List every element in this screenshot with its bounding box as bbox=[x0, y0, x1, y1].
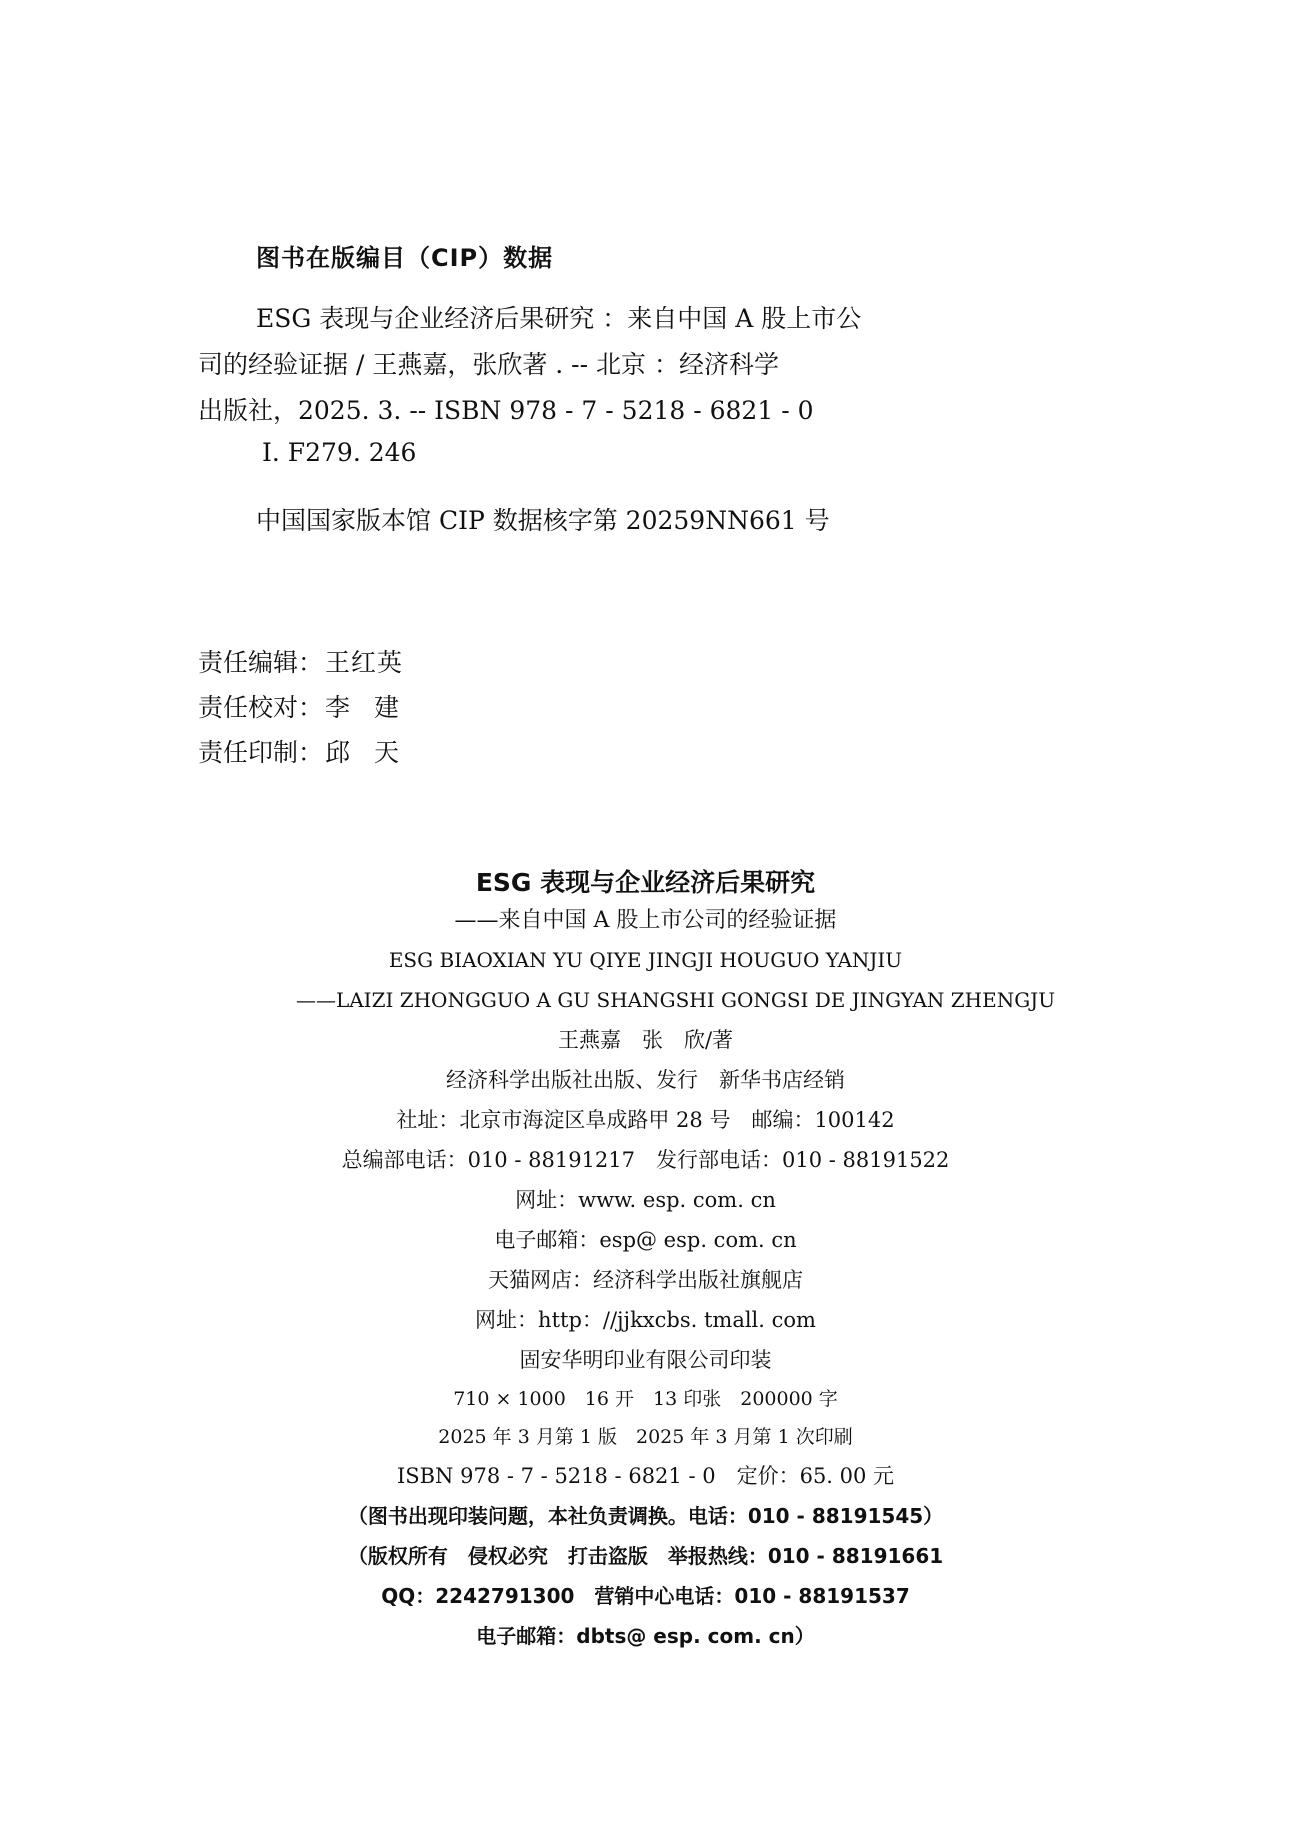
cip-record bbox=[198, 296, 958, 434]
printer: 固安华明印业有限公司印装 bbox=[519, 1348, 772, 1372]
book-subtitle: ——来自中国 A 股上市公司的经验证据 bbox=[454, 908, 837, 933]
colophon bbox=[0, 864, 1291, 1656]
staff-row bbox=[198, 685, 423, 730]
cip-record-line: 司的经验证据 / 王燕嘉，张欣著 . -- 北京 ：经济科学 bbox=[198, 350, 779, 379]
book-title: ESG 表现与企业经济后果研究 bbox=[475, 868, 816, 897]
notice-line: （版权所有 侵权必究 打击盗版 举报热线：010 - 88191661 bbox=[347, 1544, 944, 1568]
publisher-email: 电子邮箱：esp@ esp. com. cn bbox=[494, 1228, 797, 1252]
staff-role: 责任校对： bbox=[198, 693, 324, 722]
book-subtitle-pinyin: ——LAIZI ZHONGGUO A GU SHANGSHI GONGSI DE JINGYAN ZHENGJU bbox=[295, 988, 1056, 1012]
staff-row bbox=[198, 640, 423, 685]
staff-name: 李建 bbox=[325, 693, 424, 722]
staff-name: 邱天 bbox=[325, 738, 424, 767]
isbn-price: ISBN 978 - 7 - 5218 - 6821 - 0 定价：65. 00 元 bbox=[396, 1464, 895, 1488]
publisher-line: 经济科学出版社出版、发行 新华书店经销 bbox=[446, 1068, 845, 1092]
edition-info: 2025 年 3 月第 1 版 2025 年 3 月第 1 次印刷 bbox=[438, 1426, 853, 1448]
staff-row bbox=[198, 730, 423, 775]
notice-line: （图书出现印装问题，本社负责调换。电话：010 - 88191545） bbox=[347, 1504, 944, 1528]
book-specs: 710 × 1000 16 开 13 印张 200000 字 bbox=[453, 1388, 838, 1410]
cip-record-line: 出版社，2025. 3. -- ISBN 978 - 7 - 5218 - 6821 - 0 bbox=[198, 396, 814, 425]
staff-name: 王红英 bbox=[325, 648, 404, 677]
notice-line: QQ：2242791300 营销中心电话：010 - 88191537 bbox=[381, 1584, 910, 1608]
publisher-address: 社址：北京市海淀区阜成路甲 28 号 邮编：100142 bbox=[396, 1108, 895, 1132]
tmall-store: 天猫网店：经济科学出版社旗舰店 bbox=[488, 1268, 803, 1292]
tmall-url: 网址：http：//jjkxcbs. tmall. com bbox=[475, 1308, 816, 1332]
cip-classification: Ⅰ. F279. 246 bbox=[262, 438, 417, 467]
notice-line: 电子邮箱：dbts@ esp. com. cn） bbox=[476, 1624, 815, 1648]
staff-role: 责任编辑： bbox=[198, 648, 324, 677]
cip-record-line: ESG 表现与企业经济后果研究 ：来自中国 A 股上市公 bbox=[256, 304, 862, 333]
cip-heading: 图书在版编目（CIP）数据 bbox=[256, 244, 554, 272]
staff-role: 责任印制： bbox=[198, 738, 324, 767]
cip-verification: 中国国家版本馆 CIP 数据核字第 20259NN661 号 bbox=[256, 506, 830, 535]
publisher-website: 网址：www. esp. com. cn bbox=[515, 1188, 776, 1212]
authors: 王燕嘉 张 欣/著 bbox=[557, 1028, 734, 1052]
publisher-phones: 总编部电话：010 - 88191217 发行部电话：010 - 88191522 bbox=[341, 1148, 950, 1172]
book-title-pinyin: ESG BIAOXIAN YU QIYE JINGJI HOUGUO YANJIU bbox=[388, 948, 903, 972]
responsible-staff bbox=[198, 640, 423, 775]
